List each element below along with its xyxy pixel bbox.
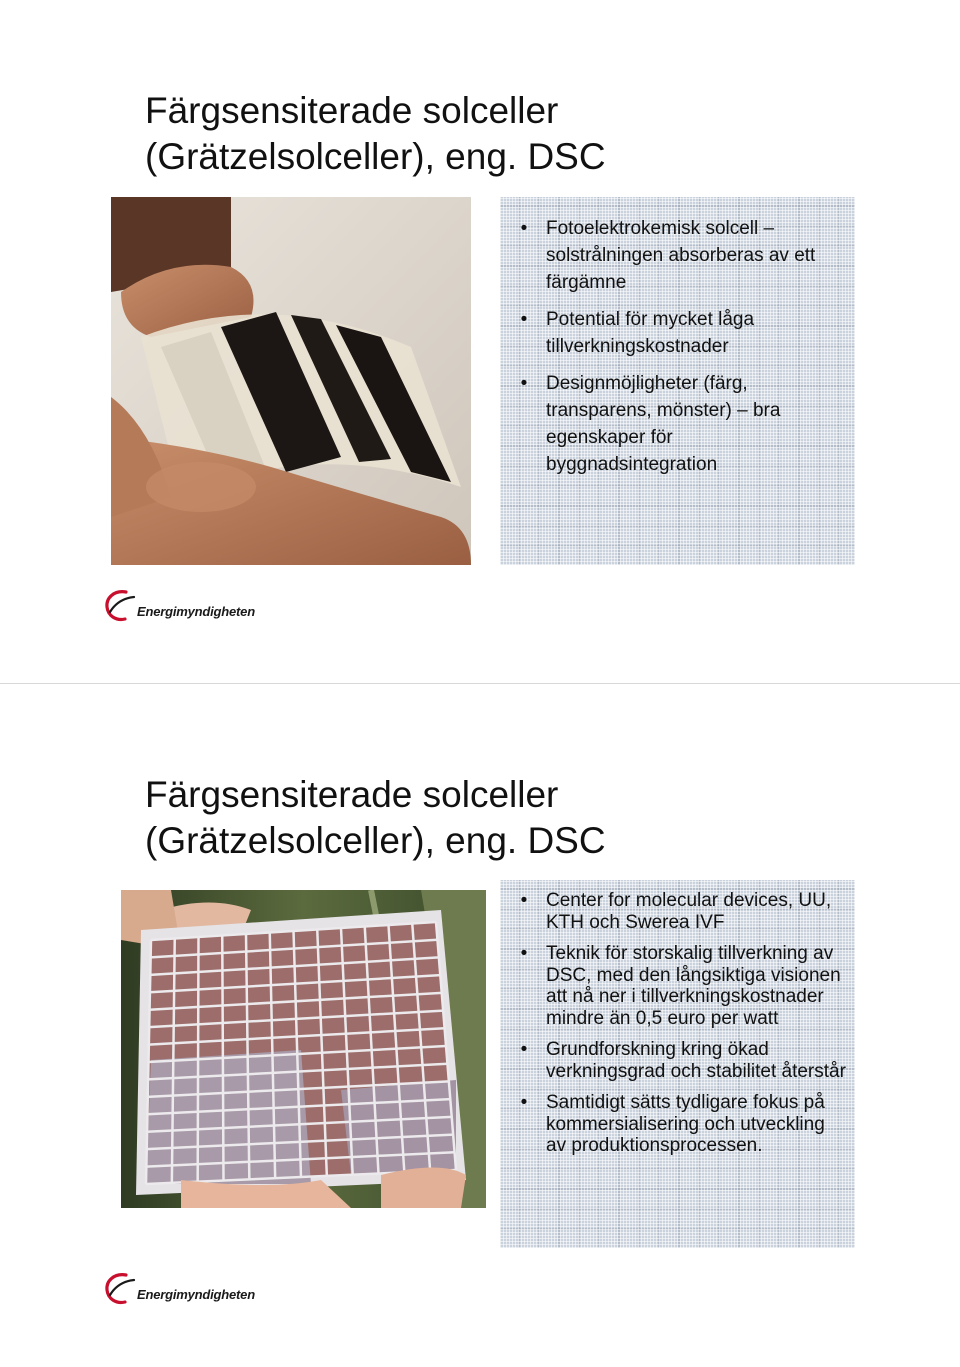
bullet-text: Designmöjligheter (färg, transparens, mönster) – bra egenskaper för byggnadsintegration: [546, 373, 781, 475]
bullet-dot: •: [520, 943, 528, 964]
bullet-text: Samtidigt sätts tydligare fokus på kommersialisering och utveckling av produktionsprocessen.: [546, 1092, 825, 1156]
bullet-text: Center for molecular devices, UU, KTH och Swerea IVF: [546, 890, 832, 933]
bullet-list: [516, 215, 846, 488]
logo-wordmark: Energimyndigheten: [137, 604, 255, 619]
slide-title: [145, 88, 925, 180]
title-line-2: (Grätzelsolceller), eng. DSC: [145, 820, 606, 861]
energimyndigheten-logo: [104, 1271, 264, 1311]
bullet-item: [516, 1092, 846, 1157]
slide-title: [145, 772, 925, 864]
bullet-item: [516, 1039, 846, 1082]
dsc-module-photo: [121, 890, 486, 1208]
title-line-1: Färgsensiterade solceller: [145, 774, 559, 815]
bullet-text: Grundforskning kring ökad verkningsgrad och stabilitet återstår: [546, 1039, 846, 1082]
bullet-dot: •: [520, 890, 528, 911]
logo-swoosh-icon: [104, 588, 138, 624]
bullet-dot: •: [520, 1039, 528, 1060]
bullet-item: [516, 215, 846, 296]
bullet-panel: [500, 197, 855, 565]
bullet-item: [516, 306, 846, 360]
bullet-list: [516, 890, 846, 1167]
logo-swoosh-icon: [104, 1271, 138, 1307]
bullet-dot: •: [520, 373, 528, 394]
bullet-item: [516, 370, 846, 478]
slide-2: [0, 684, 960, 1367]
bullet-panel: [500, 880, 855, 1248]
bullet-item: [516, 943, 846, 1029]
bullet-dot: •: [520, 309, 528, 330]
bullet-dot: •: [520, 218, 528, 239]
bullet-dot: •: [520, 1092, 528, 1113]
bullet-item: [516, 890, 846, 933]
energimyndigheten-logo: [104, 588, 264, 628]
bullet-text: Teknik för storskalig tillverkning av DSC, med den långsiktiga visionen att nå ner i tillverkningskostnader mindre än 0,5 euro per watt: [546, 943, 841, 1029]
slide-1: [0, 0, 960, 683]
flexible-solar-cell-photo: [111, 197, 471, 565]
bullet-text: Potential för mycket låga tillverkningskostnader: [546, 309, 755, 357]
title-line-1: Färgsensiterade solceller: [145, 90, 559, 131]
bullet-text: Fotoelektrokemisk solcell – solstrålningen absorberas av ett färgämne: [546, 218, 816, 293]
logo-wordmark: Energimyndigheten: [137, 1287, 255, 1302]
title-line-2: (Grätzelsolceller), eng. DSC: [145, 136, 606, 177]
